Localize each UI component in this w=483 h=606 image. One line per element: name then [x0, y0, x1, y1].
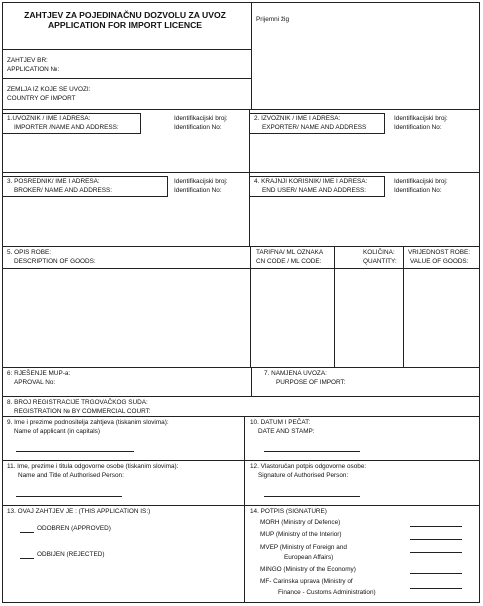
- authorised-name-field[interactable]: [16, 496, 122, 497]
- authorised-name-label-en: Name and Title of Authorised Person:: [18, 472, 124, 479]
- divider: [2, 109, 480, 110]
- importer-label-en: IMPORTER /NAME AND ADDRESS:: [14, 124, 119, 131]
- approved-checkbox[interactable]: [20, 532, 34, 533]
- application-no-label-en: APPLICATION №:: [7, 66, 60, 73]
- end-user-label-en: END USER/ NAME AND ADDRESS:: [262, 187, 367, 194]
- tariff-label-en: CN CODE / ML CODE:: [256, 258, 322, 265]
- quantity-label-en: QUANTITY:: [363, 258, 397, 265]
- end-user-label-hr: 4. KRAJNJI KORISNIK/ IME I ADRESA:: [254, 178, 368, 185]
- divider: [2, 416, 480, 417]
- goods-divider: [334, 246, 335, 367]
- importer-label-hr: 1.UVOZNIK / IME I ADRESA:: [7, 115, 91, 122]
- country-label-en: COUNTRY OF IMPORT: [7, 95, 76, 102]
- mup-signature-line[interactable]: [410, 539, 462, 540]
- end-user-id-label-en: Identification No:: [394, 187, 442, 194]
- applicant-name-field[interactable]: [16, 451, 134, 452]
- rejected-checkbox[interactable]: [20, 558, 34, 559]
- signatures-heading: 14. POTPIS (SIGNATURE): [250, 508, 327, 515]
- exporter-id-label-en: Identification No:: [394, 124, 442, 131]
- morh-label: MORH (Ministry of Defence): [260, 519, 341, 526]
- approved-label: ODOBREN (APPROVED): [37, 525, 111, 532]
- broker-label-hr: 3. POSREDNIK/ IME I ADRESA:: [7, 178, 100, 185]
- value-label-hr: VRIJEDNOST ROBE:: [408, 249, 471, 256]
- goods-divider: [403, 246, 404, 367]
- exporter-label-en: EXPORTER/ NAME AND ADDRESS: [262, 124, 367, 131]
- mf-signature-line[interactable]: [410, 588, 462, 589]
- broker-id-label-hr: Identifikacijski broj:: [174, 178, 228, 185]
- authorised-name-label-hr: 11. Ime, prezime i titula odgovorne osobe (tiskanim slovima):: [7, 463, 179, 470]
- applicant-name-label-hr: 9. Ime i prezime podnositelja zahtjeva (tiskanim slovima):: [7, 419, 169, 426]
- authorised-sig-label-en: Signature of Authorised Person:: [258, 472, 349, 479]
- divider: [2, 396, 480, 397]
- decision-heading: 13. OVAJ ZAHTJEV JE : (THIS APPLICATION IS:): [7, 508, 151, 515]
- goods-desc-label-hr: 5. OPIS ROBE:: [7, 249, 52, 256]
- goods-divider: [250, 246, 251, 367]
- purpose-label-en: PURPOSE OF IMPORT:: [276, 379, 346, 386]
- divider: [2, 367, 480, 368]
- center-divider-bottom: [244, 416, 245, 603]
- mvep-label-continued: European Affairs): [284, 554, 334, 561]
- mingo-label: MINGO (Ministry of the Economy): [260, 566, 356, 573]
- mup-label: MUP (Ministry of the Interior): [260, 531, 342, 538]
- form-title-croatian: ZAHTJEV ZA POJEDINAČNU DOZVOLU ZA UVOZ: [24, 10, 226, 20]
- date-stamp-label-en: DATE AND STAMP:: [258, 428, 315, 435]
- broker-label-en: BROKER/ NAME AND ADDRESS:: [14, 187, 113, 194]
- received-stamp-label: Prijemni žig: [256, 16, 290, 23]
- tariff-label-hr: TARIFNA/ ML OZNAKA: [256, 249, 324, 256]
- mvep-signature-line[interactable]: [410, 552, 462, 553]
- divider: [2, 49, 252, 50]
- exporter-id-label-hr: Identifikacijski broj:: [394, 115, 448, 122]
- form-title-english: APPLICATION FOR IMPORT LICENCE: [47, 20, 203, 30]
- mvep-label: MVEP (Ministry of Foreign and: [260, 544, 347, 551]
- registration-label-en: REGISTRATION № BY COMMERCIAL COURT:: [14, 408, 151, 415]
- application-no-label-hr: ZAHTJEV BR:: [7, 57, 48, 64]
- divider-vertical: [251, 367, 252, 396]
- authorised-sig-label-hr: 12. Vlastoručan potpis odgovorne osobe:: [250, 463, 367, 470]
- end-user-id-label-hr: Identifikacijski broj:: [394, 178, 448, 185]
- stamp-divider: [251, 2, 252, 109]
- applicant-name-label-en: Name of applicant (in capitals): [14, 428, 100, 435]
- country-label-hr: ZEMLJA IZ KOJE SE UVOZI:: [7, 86, 91, 93]
- rejected-label: ODBIJEN (REJECTED): [37, 551, 105, 558]
- date-stamp-label-hr: 10. DATUM I PEČAT:: [250, 419, 311, 426]
- authorised-sig-field[interactable]: [264, 496, 360, 497]
- mf-label-continued: Finance - Customs Administration): [278, 589, 376, 596]
- broker-id-label-en: Identification No:: [174, 187, 222, 194]
- approval-label-en: APROVAL No:: [14, 379, 56, 386]
- approval-label-hr: 6: RJEŠENJE MUP-a:: [7, 370, 71, 377]
- exporter-label-hr: 2. IZVOZNIK / IME I ADRESA:: [254, 115, 341, 122]
- quantity-label-hr: KOLIČINA:: [363, 249, 395, 256]
- mf-label: MF- Carinska uprava (Ministry of: [260, 578, 353, 585]
- date-stamp-field[interactable]: [264, 451, 360, 452]
- divider: [2, 78, 252, 79]
- registration-label-hr: 8. BROJ REGISTRACIJE TRGOVAČKOG SUDA:: [7, 399, 148, 406]
- importer-id-label-en: Identification No:: [174, 124, 222, 131]
- divider: [2, 460, 480, 461]
- divider: [2, 505, 480, 506]
- purpose-label-hr: 7. NAMJENA UVOZA:: [264, 370, 327, 377]
- morh-signature-line[interactable]: [410, 526, 462, 527]
- divider: [2, 172, 480, 173]
- value-label-en: VALUE OF GOODS:: [410, 258, 469, 265]
- mingo-signature-line[interactable]: [410, 573, 462, 574]
- divider: [2, 246, 480, 247]
- importer-id-label-hr: Identifikacijski broj:: [174, 115, 228, 122]
- goods-desc-label-en: DESCRIPTION OF GOODS:: [14, 258, 96, 265]
- divider: [2, 268, 480, 269]
